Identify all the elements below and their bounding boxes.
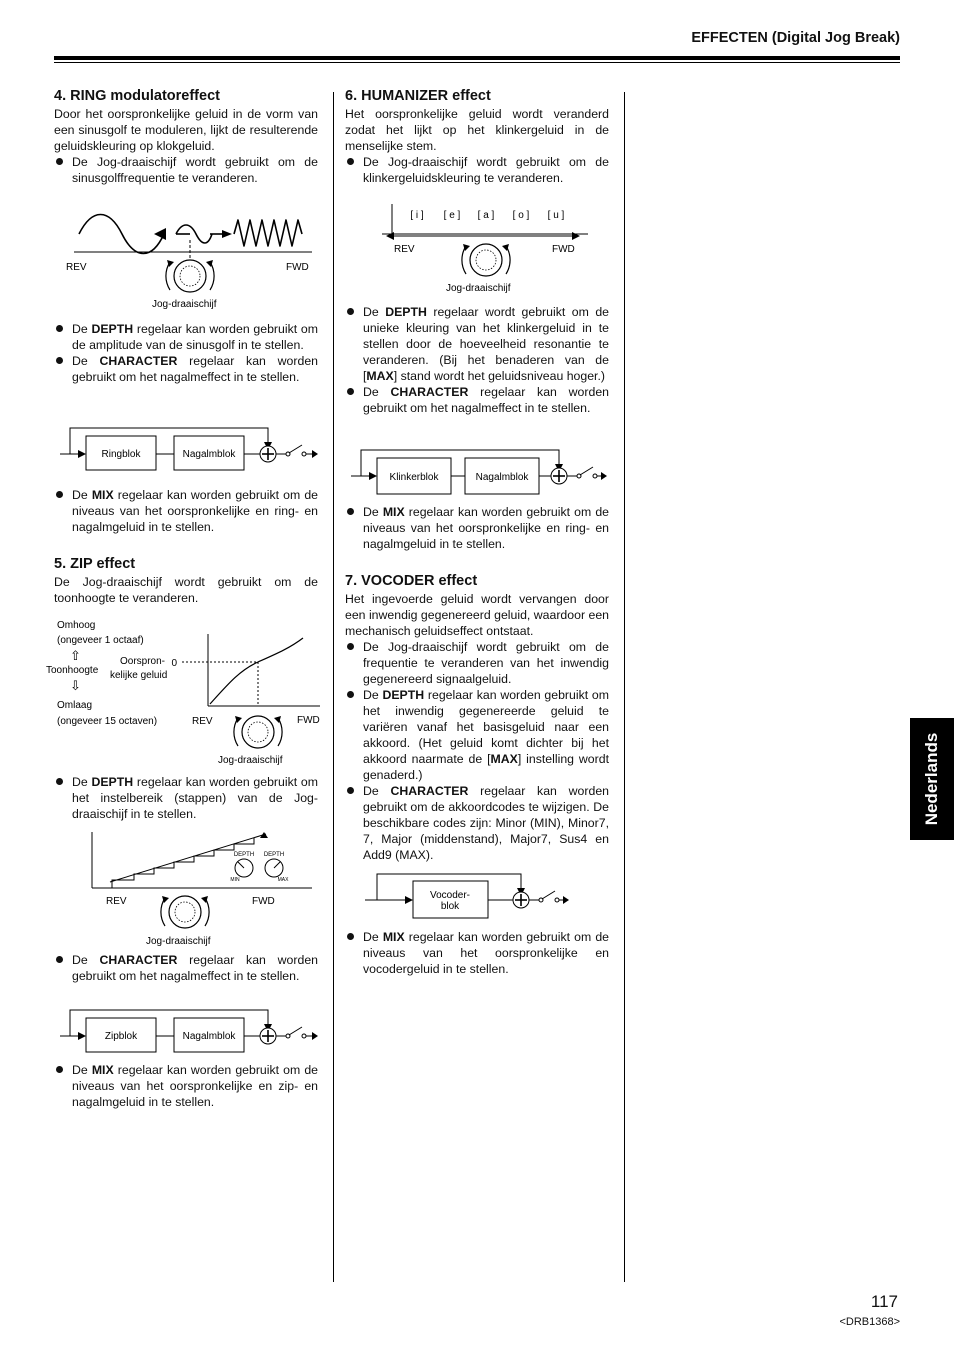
block-label: Nagalmblok [475, 472, 529, 483]
bullet-item: De CHARACTER regelaar kan worden gebruikt om het nagalmeffect in te stellen. [54, 952, 318, 984]
bullet-item: De Jog-draaischijf wordt gebruikt om de sinusgolffrequentie te veranderen. [54, 154, 318, 186]
bullet-item: De CHARACTER regelaar kan worden gebruikt om het nagalmeffect in te stellen. [54, 353, 318, 385]
jog-label: Jog-draaischijf [146, 936, 211, 947]
depth-knob-label: DEPTH [263, 852, 285, 858]
block-label: blok [440, 901, 460, 912]
down-range: (ongeveer 15 octaven) [57, 716, 158, 727]
block-label: Nagalmblok [182, 1031, 236, 1042]
jog-label: Jog-draaischijf [218, 755, 283, 766]
max-label: MAX [277, 877, 289, 883]
vocoder-mix [345, 929, 609, 977]
zip-block-diagram [54, 1002, 324, 1062]
vocoder-section [345, 573, 609, 863]
ring-section [54, 88, 318, 186]
humanizer-diagram [378, 200, 598, 300]
bullet-item: De DEPTH regelaar kan worden gebruikt om het instelbereik (stappen) van de Jog-draaischijf in te stellen. [54, 774, 318, 822]
orig-label: kelijke geluid [110, 670, 168, 681]
up-label: Omhoog [57, 620, 96, 631]
pitch-label: Toonhoogte [46, 665, 99, 676]
vowel-label: [ u ] [547, 210, 565, 221]
rev-label: REV [66, 262, 87, 273]
ring-block-diagram [54, 420, 324, 480]
header-rule-thin [54, 62, 900, 63]
zip-mix [54, 1062, 318, 1110]
paragraph: Het oorspronkelijke geluid wordt veranderd zodat het lijkt op het klinkergeluid in de menselijke stem. [345, 107, 609, 153]
fwd-label: FWD [552, 244, 575, 255]
bullet-item: De MIX regelaar kan worden gebruikt om de niveaus van het oorspronkelijke en vocodergeluid in te stellen. [345, 929, 609, 977]
rev-label: REV [192, 716, 213, 727]
jog-label: Jog-draaischijf [152, 299, 217, 310]
humanizer-section [345, 88, 609, 186]
paragraph: De Jog-draaischijf wordt gebruikt om de toonhoogte te veranderen. [54, 575, 318, 605]
up-range: (ongeveer 1 octaaf) [57, 635, 144, 646]
zero-label: 0 [171, 658, 177, 669]
zip-section [54, 556, 318, 606]
arrow-down-icon: ⇩ [70, 678, 81, 693]
bullet-item: De CHARACTER regelaar kan worden gebruikt om de akkoordcodes te wijzigen. De beschikbare codes zijn: Minor (MIN), Minor7, 7, Major (middenstand), Major7, Sus4 en Add9 (MAX). [345, 783, 609, 863]
jog-label: Jog-draaischijf [446, 283, 511, 294]
bullet-item: De MIX regelaar kan worden gebruikt om de niveaus van het oorspronkelijke en ring- en nagalmgeluid in te stellen. [54, 487, 318, 535]
section-title: 4. RING modulatoreffect [54, 88, 220, 104]
block-label: Ringblok [101, 449, 141, 460]
vocoder-block-diagram [345, 866, 615, 926]
fwd-label: FWD [252, 896, 275, 907]
humanizer-cont [345, 304, 609, 416]
rev-label: REV [106, 896, 127, 907]
paragraph: Door het oorspronkelijke geluid in de vorm van een sinusgolf te moduleren, lijkt de resulterende geluidskleuring op klokgeluid. [54, 107, 318, 153]
column-divider [624, 92, 625, 1282]
humanizer-block-diagram [345, 442, 615, 502]
depth-knob-label: DEPTH [233, 852, 255, 858]
humanizer-mix [345, 504, 609, 552]
down-label: Omlaag [57, 700, 93, 711]
rev-label: REV [394, 244, 415, 255]
bullet-item: De MIX regelaar kan worden gebruikt om de niveaus van het oorspronkelijke en ring- en nagalmgeluid in te stellen. [345, 504, 609, 552]
bullet-item: De MIX regelaar kan worden gebruikt om de niveaus van het oorspronkelijke en zip- en nagalmgeluid in te stellen. [54, 1062, 318, 1110]
ring-diagram [54, 200, 324, 315]
bullet-item: De Jog-draaischijf wordt gebruikt om de frequentie te veranderen van het inwendig gegenereerd signaalgeluid. [345, 639, 609, 687]
ring-mix [54, 487, 318, 535]
block-label: Klinkerblok [389, 472, 439, 483]
orig-label: Oorspron- [120, 656, 166, 667]
bullet-item: De DEPTH regelaar kan worden gebruikt om de amplitude van de sinusgolf in te stellen. [54, 321, 318, 353]
block-label: Zipblok [104, 1031, 138, 1042]
bullet-item: De DEPTH regelaar kan worden gebruikt om het inwendig gegenereerde geluid te variëren vanaf het basisgeluid naar een akkoord. (Het geluid komt dichter bij het akkoord naarmate de [MAX] instelling wordt genaderd.) [345, 687, 609, 783]
paragraph: Het ingevoerde geluid wordt vervangen door een inwendig gegenereerd geluid, waardoor een mechanisch geluidseffect ontstaat. [345, 592, 609, 638]
min-label: MIN [230, 877, 240, 883]
vowel-label: [ e ] [443, 210, 461, 221]
zip-depth [54, 774, 318, 822]
page-number: 117 [870, 1292, 898, 1311]
bullet-item: De DEPTH regelaar wordt gebruikt om de unieke kleuring van het klinkergeluid in te stellen door de hoeveelheid resonantie te veranderen. (Bij het benaderen van de [MAX] stand wordt het geluidsniveau hoger.) [345, 304, 609, 384]
bullet-item: De CHARACTER regelaar kan worden gebruikt om het nagalmeffect in te stellen. [345, 384, 609, 416]
zip-char [54, 952, 318, 984]
zip-step-diagram [54, 826, 324, 951]
section-title: 5. ZIP effect [54, 556, 136, 572]
arrow-up-icon: ⇧ [70, 648, 81, 663]
section-title: 6. HUMANIZER effect [345, 88, 491, 104]
header-rule [54, 56, 900, 60]
vowel-label: [ o ] [512, 210, 530, 221]
block-label: Vocoder- [429, 890, 471, 901]
vowel-label: [ a ] [477, 210, 495, 221]
ring-section-cont [54, 321, 318, 385]
fwd-label: FWD [286, 262, 309, 273]
section-title: 7. VOCODER effect [345, 573, 478, 589]
bullet-item: De Jog-draaischijf wordt gebruikt om de klinkergeluidskleuring te veranderen. [345, 154, 609, 186]
vowel-label: [ i ] [410, 210, 424, 221]
fwd-label: FWD [297, 715, 320, 726]
language-tab: Nederlands [910, 718, 954, 840]
block-label: Nagalmblok [182, 449, 236, 460]
column-divider [333, 92, 334, 1282]
page-header: EFFECTEN (Digital Jog Break) [691, 30, 900, 46]
zip-pitch-diagram [40, 614, 330, 769]
document-code: <DRB1368> [839, 1316, 900, 1328]
